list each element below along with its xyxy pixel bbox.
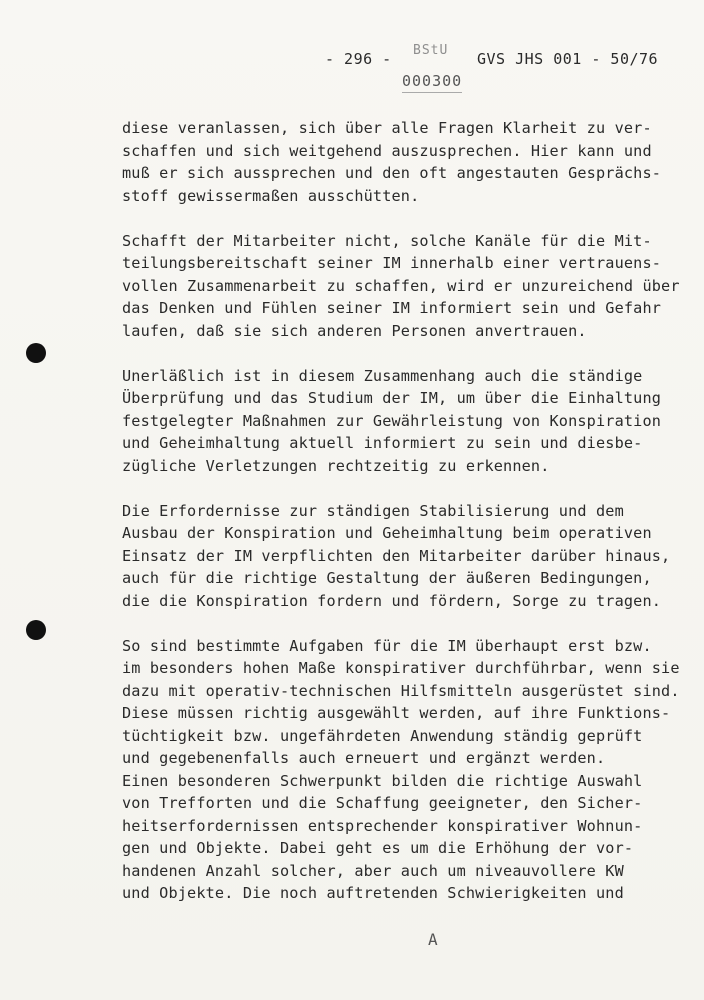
text-line: dazu mit operativ-technischen Hilfsmitteln ausgerüstet sind. [122, 681, 680, 700]
text-line: Schafft der Mitarbeiter nicht, solche Kanäle für die Mit- [122, 231, 652, 250]
text-line: handenen Anzahl solcher, aber auch um niveauvollere KW [122, 861, 624, 880]
text-line: muß er sich aussprechen und den oft angestauten Gesprächs- [122, 164, 662, 182]
text-line: die die Konspiration fordern und fördern, Sorge zu tragen. [122, 591, 662, 610]
text-line: von Trefforten und die Schaffung geeigneter, den Sicher- [122, 794, 643, 812]
paragraph-3 [122, 365, 662, 478]
continuation-mark: A [428, 930, 438, 949]
text-line: heitserfordernissen entsprechender konspirativer Wohnun- [122, 816, 643, 835]
punch-hole-lower [26, 620, 46, 640]
archive-stamp: BStU [413, 43, 449, 58]
text-line: und gegebenenfalls auch erneuert und ergänzt werden. [122, 749, 606, 767]
paragraph-1 [122, 117, 662, 207]
page-number: - 296 - [325, 50, 392, 68]
paragraph-4 [122, 500, 671, 613]
text-line: und Geheimhaltung aktuell informiert zu sein und diesbe- [122, 434, 643, 452]
text-line: zügliche Verletzungen rechtzeitig zu erkennen. [122, 456, 550, 475]
punch-hole-upper [26, 343, 46, 363]
text-line: das Denken und Fühlen seiner IM informiert sein und Gefahr [122, 299, 662, 317]
text-line: festgelegter Maßnahmen zur Gewährleistung von Konspiration [122, 411, 662, 430]
paragraph-2 [122, 230, 680, 343]
text-line: Ausbau der Konspiration und Geheimhaltung beim operativen [122, 524, 652, 542]
document-reference: GVS JHS 001 - 50/76 [477, 50, 659, 68]
text-line: und Objekte. Die noch auftretenden Schwierigkeiten und [122, 884, 624, 902]
text-line: So sind bestimmte Aufgaben für die IM überhaupt erst bzw. [122, 636, 652, 655]
text-line: schaffen und sich weitgehend auszusprechen. Hier kann und [122, 141, 652, 160]
text-line: laufen, daß sie sich anderen Personen anvertrauen. [122, 321, 587, 340]
text-line: stoff gewissermaßen ausschütten. [122, 186, 420, 205]
text-line: Einsatz der IM verpflichten den Mitarbeiter darüber hinaus, [122, 546, 671, 565]
text-line: gen und Objekte. Dabei geht es um die Erhöhung der vor- [122, 839, 634, 857]
body-text [122, 117, 680, 927]
archive-number-stamp: 000300 [402, 72, 462, 93]
text-line: Die Erfordernisse zur ständigen Stabilisierung und dem [122, 501, 624, 520]
text-line: auch für die richtige Gestaltung der äußeren Bedingungen, [122, 569, 652, 587]
text-line: teilungsbereitschaft seiner IM innerhalb einer vertrauens- [122, 254, 662, 272]
text-line: Diese müssen richtig ausgewählt werden, auf ihre Funktions- [122, 704, 671, 722]
paragraph-5 [122, 635, 680, 905]
text-line: vollen Zusammenarbeit zu schaffen, wird er unzureichend über [122, 276, 680, 295]
text-line: Einen besonderen Schwerpunkt bilden die richtige Auswahl [122, 771, 643, 790]
text-line: Unerläßlich ist in diesem Zusammenhang auch die ständige [122, 366, 643, 385]
text-line: Überprüfung und das Studium der IM, um über die Einhaltung [122, 389, 662, 407]
text-line: tüchtigkeit bzw. ungefährdeten Anwendung ständig geprüft [122, 726, 643, 745]
text-line: im besonders hohen Maße konspirativer durchführbar, wenn sie [122, 659, 680, 677]
text-line: diese veranlassen, sich über alle Fragen Klarheit zu ver- [122, 119, 652, 137]
